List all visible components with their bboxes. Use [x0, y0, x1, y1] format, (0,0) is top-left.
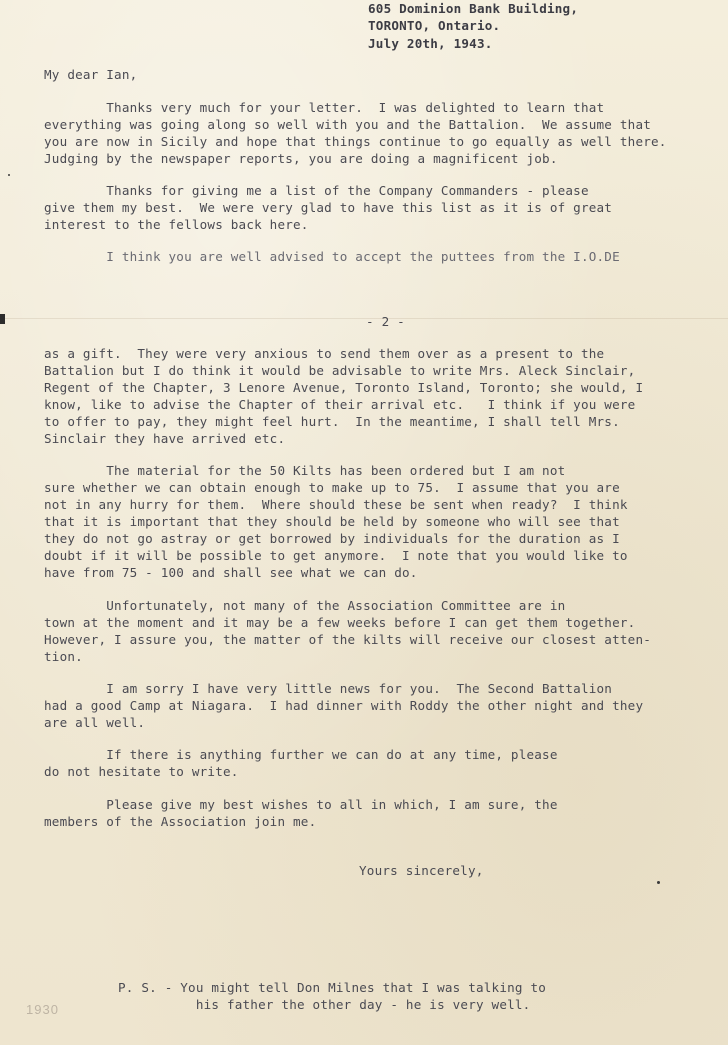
body-line: they do not go astray or get borrowed by individuals for the duration as I: [44, 531, 620, 546]
body-line: Thanks very much for your letter. I was delighted to learn that: [44, 100, 605, 115]
body-line: interest to the fellows back here.: [44, 217, 309, 232]
body-line: Unfortunately, not many of the Association Committee are in: [44, 598, 566, 613]
page-join-line: [0, 318, 728, 319]
body-line: town at the moment and it may be a few weeks before I can get them together.: [44, 615, 636, 630]
address-line-1: 605 Dominion Bank Building,: [368, 1, 579, 16]
body-line: you are now in Sicily and hope that things continue to go equally as well there.: [44, 134, 667, 149]
closing: Yours sincerely,: [359, 863, 484, 878]
body-line: know, like to advise the Chapter of their arrival etc. I think if you were: [44, 397, 636, 412]
body-line: members of the Association join me.: [44, 814, 317, 829]
body-line: everything was going along so well with you and the Battalion. We assume that: [44, 117, 652, 132]
ink-speck: [8, 174, 10, 176]
postscript-line: P. S. - You might tell Don Milnes that I was talking to: [118, 980, 547, 995]
body-line: not in any hurry for them. Where should these be sent when ready? I think: [44, 497, 628, 512]
letter-date: July 20th, 1943.: [368, 36, 493, 51]
body-line: However, I assure you, the matter of the kilts will receive our closest atten-: [44, 632, 652, 647]
body-line: have from 75 - 100 and shall see what we can do.: [44, 565, 418, 580]
body-line: doubt if it will be possible to get anymore. I note that you would like to: [44, 548, 628, 563]
body-line: If there is anything further we can do at any time, please: [44, 747, 558, 762]
salutation: My dear Ian,: [44, 67, 138, 82]
body-line: as a gift. They were very anxious to send them over as a present to the: [44, 346, 605, 361]
body-line: are all well.: [44, 715, 146, 730]
body-line: tion.: [44, 649, 83, 664]
page-number: - 2 -: [366, 314, 405, 329]
ink-speck: [657, 881, 660, 884]
body-line: Please give my best wishes to all in which, I am sure, the: [44, 797, 558, 812]
body-line: I think you are well advised to accept the puttees from the I.O.DE: [44, 249, 620, 264]
body-line: to offer to pay, they might feel hurt. In the meantime, I shall tell Mrs.: [44, 414, 620, 429]
body-line: Sinclair they have arrived etc.: [44, 431, 286, 446]
body-line: Regent of the Chapter, 3 Lenore Avenue, Toronto Island, Toronto; she would, I: [44, 380, 644, 395]
body-line: that it is important that they should be held by someone who will see that: [44, 514, 620, 529]
body-line: Battalion but I do think it would be advisable to write Mrs. Aleck Sinclair,: [44, 363, 636, 378]
address-line-2: TORONTO, Ontario.: [368, 18, 501, 33]
body-line: The material for the 50 Kilts has been ordered but I am not: [44, 463, 566, 478]
body-line: sure whether we can obtain enough to make up to 75. I assume that you are: [44, 480, 620, 495]
body-line: Judging by the newspaper reports, you are doing a magnificent job.: [44, 151, 558, 166]
punch-mark: [0, 314, 5, 324]
postscript-line: his father the other day - he is very well.: [118, 997, 531, 1012]
body-line: Thanks for giving me a list of the Company Commanders - please: [44, 183, 589, 198]
body-line: I am sorry I have very little news for you. The Second Battalion: [44, 681, 613, 696]
body-line: had a good Camp at Niagara. I had dinner with Roddy the other night and they: [44, 698, 644, 713]
body-line: do not hesitate to write.: [44, 764, 239, 779]
body-line: give them my best. We were very glad to have this list as it is of great: [44, 200, 613, 215]
margin-note: 1930: [26, 1002, 59, 1017]
